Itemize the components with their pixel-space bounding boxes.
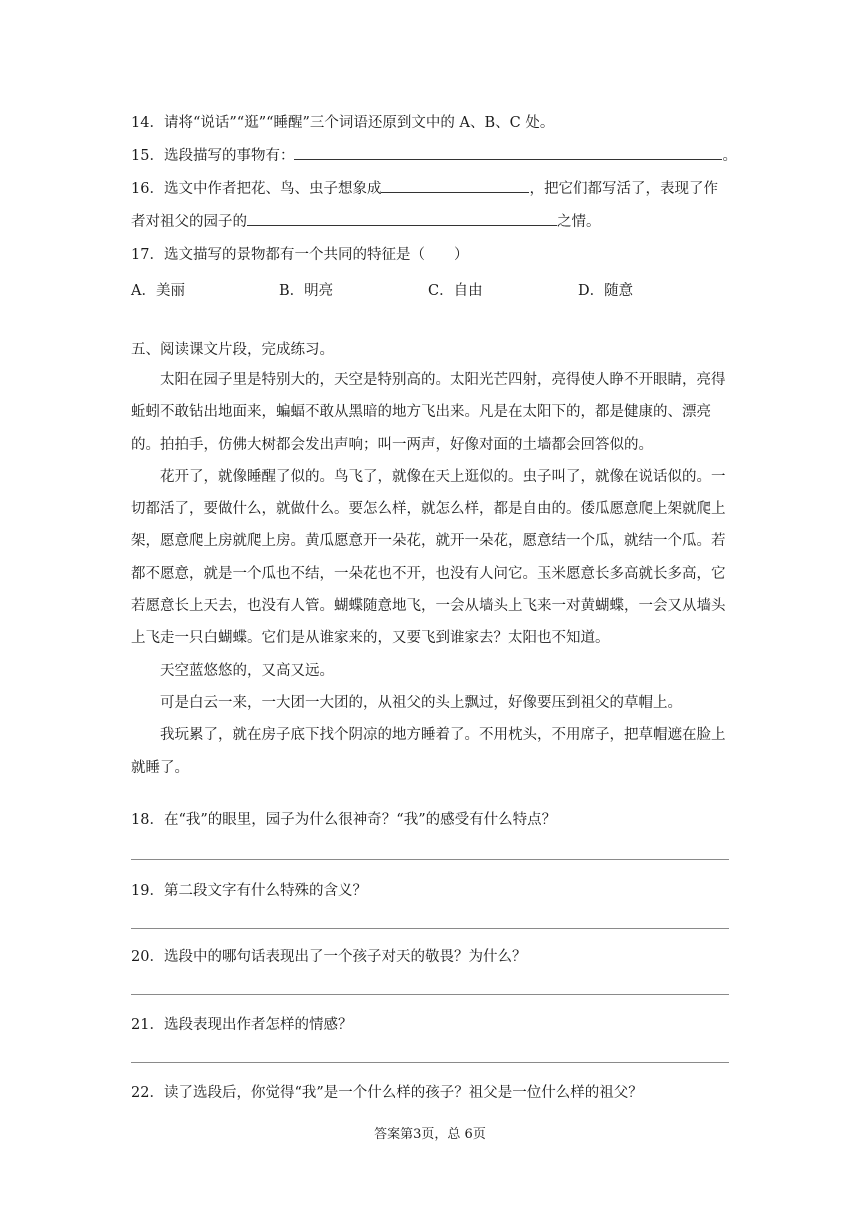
answer-line[interactable] bbox=[131, 859, 729, 860]
question-15 bbox=[131, 145, 737, 166]
question-15-end: 。 bbox=[722, 148, 737, 164]
passage-paragraph: 天空蓝悠悠的，又高又远。 bbox=[160, 662, 334, 679]
question-16-text: 16．选文中作者把花、鸟、虫子想象成 bbox=[131, 181, 382, 197]
answer-blank[interactable] bbox=[294, 145, 722, 160]
passage-paragraph: 可是白云一来，一大团一大团的，从祖父的头上飘过，好像要压到祖父的草帽上。 bbox=[160, 694, 682, 711]
question-17: 17．选文描写的景物都有一个共同的特征是（ ） bbox=[131, 247, 469, 263]
question-16 bbox=[131, 178, 718, 199]
answer-line[interactable] bbox=[131, 1062, 729, 1063]
question-19: 19．第二段文字有什么特殊的含义？ bbox=[131, 883, 367, 899]
option-c[interactable]: C．自由 bbox=[428, 283, 483, 299]
answer-blank[interactable] bbox=[247, 211, 557, 226]
answer-blank[interactable] bbox=[381, 178, 529, 193]
section-heading: 五、阅读课文片段，完成练习。 bbox=[131, 342, 334, 358]
option-d[interactable]: D．随意 bbox=[578, 283, 634, 299]
reading-passage bbox=[131, 364, 731, 784]
question-16-text-line2: 者对祖父的园子的 bbox=[131, 214, 247, 230]
answer-line[interactable] bbox=[131, 928, 729, 929]
passage-paragraph: 我玩累了，就在房子底下找个阴凉的地方睡着了。不用枕头，不用席子，把草帽遮在脸上就睡了。 bbox=[131, 727, 726, 776]
question-22: 22．读了选段后，你觉得“我”是一个什么样的孩子？祖父是一位什么样的祖父？ bbox=[131, 1085, 643, 1101]
question-16-text-cont: ，把它们都写活了，表现了作 bbox=[529, 181, 718, 197]
option-a[interactable]: A．美丽 bbox=[131, 283, 185, 299]
question-21: 21．选段表现出作者怎样的情感？ bbox=[131, 1017, 353, 1033]
question-16-line2 bbox=[131, 211, 601, 232]
question-20: 20．选段中的哪句话表现出了一个孩子对天的敬畏？为什么？ bbox=[131, 949, 527, 965]
question-16-end: 之情。 bbox=[557, 214, 601, 230]
passage-paragraph: 花开了，就像睡醒了似的。鸟飞了，就像在天上逛似的。虫子叫了，就像在说话似的。一切都活了，要做什么，就做什么。要怎么样，就怎么样，都是自由的。倭瓜愿意爬上架就爬上架，愿意爬上房就爬上房。黄瓜愿意开一朵花，就开一朵花，愿意结一个瓜，就结一个瓜。若都不愿意，就是一个瓜也不结，一朵花也不开，也没有人问它。玉米愿意长多高就长多高，它若愿意长上天去，也没有人管。蝴蝶随意地飞，一会从墙头上飞来一对黄蝴蝶，一会又从墙头上飞走一只白蝴蝶。它们是从谁家来的，又要飞到谁家去？太阳也不知道。 bbox=[131, 468, 726, 647]
question-14: 14．请将“说话”“逛”“睡醒”三个词语还原到文中的 A、B、C 处。 bbox=[131, 115, 555, 131]
passage-paragraph: 太阳在园子里是特别大的，天空是特别高的。太阳光芒四射，亮得使人睁不开眼睛，亮得蚯蚓不敢钻出地面来，蝙蝠不敢从黑暗的地方飞出来。凡是在太阳下的，都是健康的、漂亮的。拍拍手，仿佛大树都会发出声响；叫一两声，好像对面的土墙都会回答似的。 bbox=[131, 372, 726, 453]
page-footer: 答案第3页，总 6页 bbox=[374, 1127, 486, 1142]
answer-line[interactable] bbox=[131, 994, 729, 995]
question-18: 18．在“我”的眼里，园子为什么很神奇？“我”的感受有什么特点？ bbox=[131, 812, 557, 828]
question-15-text: 15．选段描写的事物有： bbox=[131, 148, 295, 164]
option-b[interactable]: B．明亮 bbox=[279, 283, 334, 299]
